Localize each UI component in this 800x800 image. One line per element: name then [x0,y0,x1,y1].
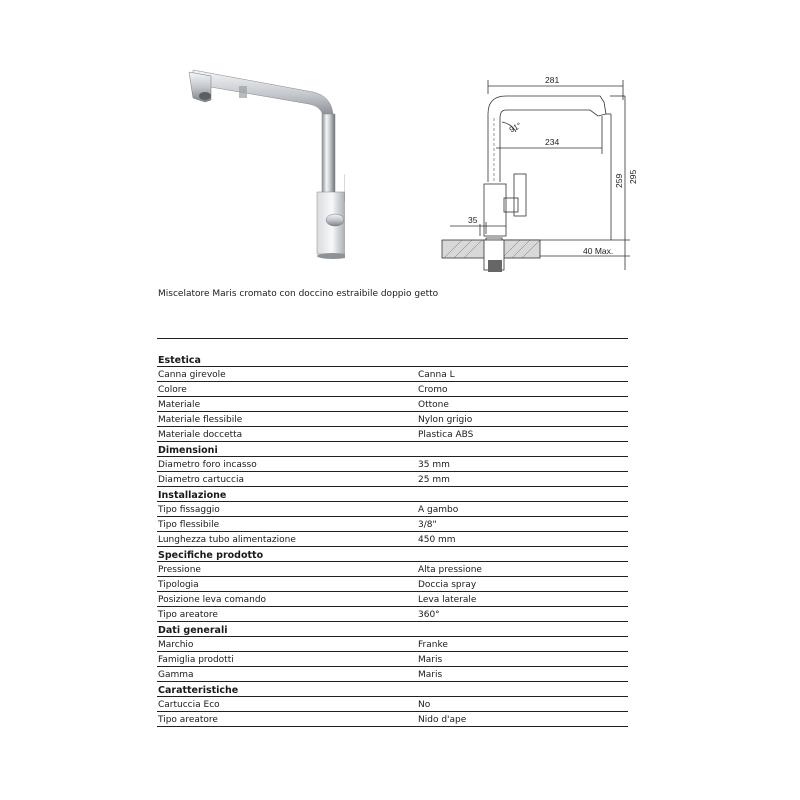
spec-label: Marchio [157,637,416,652]
spec-label: Tipo areatore [157,607,416,622]
spec-label: Diametro cartuccia [157,472,416,487]
spec-value: Nylon grigio [416,412,628,427]
table-row [157,412,628,427]
dim-234: 234 [545,137,560,147]
spec-value: 360° [416,607,628,622]
table-row [157,367,628,382]
technical-drawing [440,74,645,274]
section-title: Specifiche prodotto [157,547,628,562]
section-title: Estetica [157,352,628,367]
spec-value: Maris [416,667,628,682]
spec-value: Doccia spray [416,577,628,592]
spec-value: Canna L [416,367,628,382]
table-row [157,427,628,442]
spec-label: Gamma [157,667,416,682]
spec-label: Tipologia [157,577,416,592]
table-row [157,502,628,517]
section-header [157,487,628,502]
section-title: Caratteristiche [157,682,628,697]
specs-table [157,352,628,727]
spec-value: 25 mm [416,472,628,487]
table-row [157,562,628,577]
spec-value: Franke [416,637,628,652]
spec-value: Plastica ABS [416,427,628,442]
section-header [157,622,628,637]
spec-label: Tipo fissaggio [157,502,416,517]
spec-value: A gambo [416,502,628,517]
table-row [157,667,628,682]
spec-label: Famiglia prodotti [157,652,416,667]
spec-label: Lunghezza tubo alimentazione [157,532,416,547]
section-title: Dimensioni [157,442,628,457]
table-row [157,697,628,712]
spec-value: Cromo [416,382,628,397]
table-row [157,607,628,622]
table-row [157,577,628,592]
table-row [157,712,628,727]
product-caption: Miscelatore Maris cromato con doccino estraibile doppio getto [158,289,439,299]
spec-label: Diametro foro incasso [157,457,416,472]
spec-label: Materiale doccetta [157,427,416,442]
table-row [157,457,628,472]
spec-value: Ottone [416,397,628,412]
spec-label: Colore [157,382,416,397]
table-row [157,637,628,652]
spec-label: Canna girevole [157,367,416,382]
spec-label: Cartuccia Eco [157,697,416,712]
spec-value: No [416,697,628,712]
section-header [157,442,628,457]
section-header [157,547,628,562]
spec-value: 3/8" [416,517,628,532]
spec-label: Posizione leva comando [157,592,416,607]
table-row [157,517,628,532]
table-row [157,532,628,547]
section-header [157,352,628,367]
spec-value: Alta pressione [416,562,628,577]
table-row [157,592,628,607]
table-row [157,652,628,667]
dim-259: 259 [614,173,624,188]
spec-value: 35 mm [416,457,628,472]
dim-281: 281 [545,75,560,85]
dim-angle: 91° [507,120,523,135]
spec-value: Maris [416,652,628,667]
section-title: Dati generali [157,622,628,637]
faucet-photo [185,62,345,262]
table-row [157,472,628,487]
dim-40-max: 40 Max. [583,246,614,256]
table-row [157,397,628,412]
table-top-rule [157,338,628,339]
spec-label: Tipo flessibile [157,517,416,532]
spec-value: 450 mm [416,532,628,547]
spec-label: Pressione [157,562,416,577]
spec-label: Tipo areatore [157,712,416,727]
spec-value: Nido d'ape [416,712,628,727]
spec-label: Materiale flessibile [157,412,416,427]
spec-label: Materiale [157,397,416,412]
table-row [157,382,628,397]
dim-35: 35 [468,215,478,225]
dim-295: 295 [628,169,638,184]
section-header [157,682,628,697]
section-title: Installazione [157,487,628,502]
spec-value: Leva laterale [416,592,628,607]
